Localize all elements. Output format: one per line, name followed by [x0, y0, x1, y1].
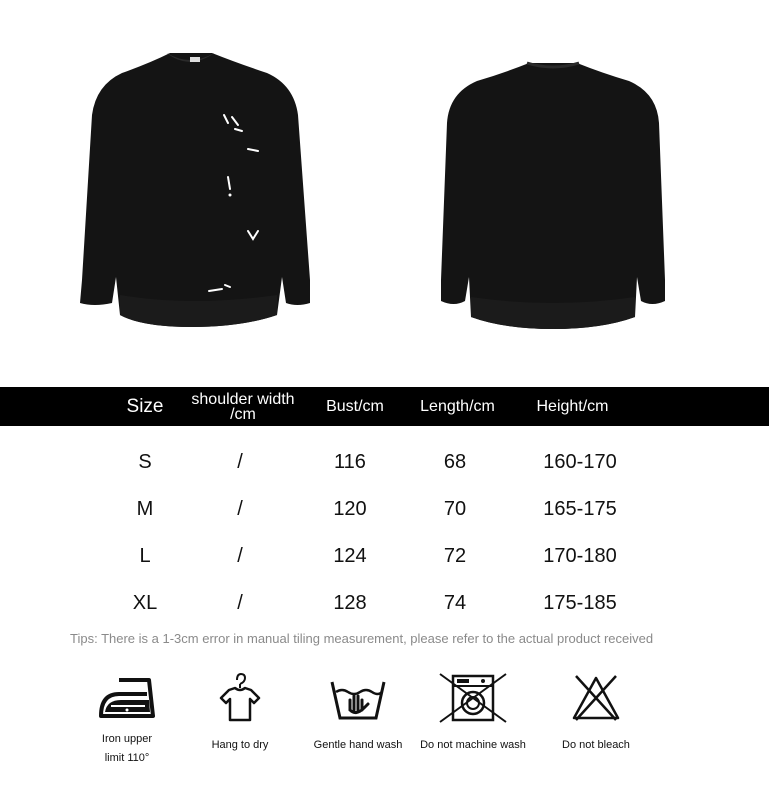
- care-gentle-wash: [303, 672, 413, 755]
- care-nobleach-label: Do not bleach: [562, 739, 630, 751]
- care-hang: [200, 672, 280, 755]
- table-row: [0, 534, 769, 581]
- no-machine-wash-icon: [438, 672, 508, 724]
- header-length: Length/cm: [420, 397, 495, 415]
- sweatshirt-front-image: [72, 45, 312, 330]
- cell-height: 160-170: [543, 450, 617, 473]
- cell-bust: 120: [333, 497, 367, 520]
- care-hang-label: Hang to dry: [211, 739, 269, 751]
- cell-height: 175-185: [543, 591, 617, 614]
- hanger-shirt-icon: [215, 672, 265, 724]
- cell-bust: 124: [333, 544, 367, 567]
- table-row: [0, 487, 769, 534]
- cell-bust: 116: [334, 450, 366, 473]
- cell-shoulder: /: [237, 450, 243, 473]
- care-nomachine-label: Do not machine wash: [420, 739, 526, 751]
- care-no-machine-wash: [410, 672, 536, 755]
- cell-size: S: [138, 450, 152, 473]
- cell-height: 165-175: [543, 497, 617, 520]
- cell-size: XL: [132, 591, 158, 614]
- sweatshirt-back-image: [437, 55, 669, 330]
- cell-length: 72: [443, 544, 467, 567]
- size-table-body: [0, 440, 769, 628]
- iron-icon: [97, 672, 157, 722]
- cell-shoulder: /: [237, 591, 243, 614]
- care-iron: [92, 672, 162, 768]
- care-gentle-label: Gentle hand wash: [313, 739, 403, 751]
- care-iron-label-2: limit 110°: [104, 752, 150, 764]
- care-no-bleach: [551, 672, 641, 755]
- size-table-header: [0, 387, 769, 426]
- cell-length: 74: [443, 591, 467, 614]
- cell-size: L: [139, 544, 151, 567]
- measurement-tips: Tips: There is a 1-3cm error in manual tiling measurement, please refer to the actual product received: [70, 631, 654, 646]
- header-size: Size: [126, 395, 164, 417]
- product-photos: [0, 0, 769, 385]
- cell-size: M: [136, 497, 154, 520]
- cell-height: 170-180: [543, 544, 617, 567]
- cell-shoulder: /: [237, 497, 243, 520]
- cell-bust: 128: [333, 591, 367, 614]
- hand-wash-icon: [328, 672, 388, 724]
- header-shoulder-width: shoulder width /cm: [191, 390, 295, 423]
- no-bleach-icon: [570, 672, 622, 724]
- cell-shoulder: /: [237, 544, 243, 567]
- table-row: [0, 440, 769, 487]
- header-height: Height/cm: [536, 397, 609, 415]
- table-row: [0, 581, 769, 628]
- care-iron-label-1: Iron upper: [101, 733, 153, 745]
- header-bust: Bust/cm: [326, 397, 384, 415]
- cell-length: 70: [443, 497, 467, 520]
- cell-length: 68: [443, 450, 467, 473]
